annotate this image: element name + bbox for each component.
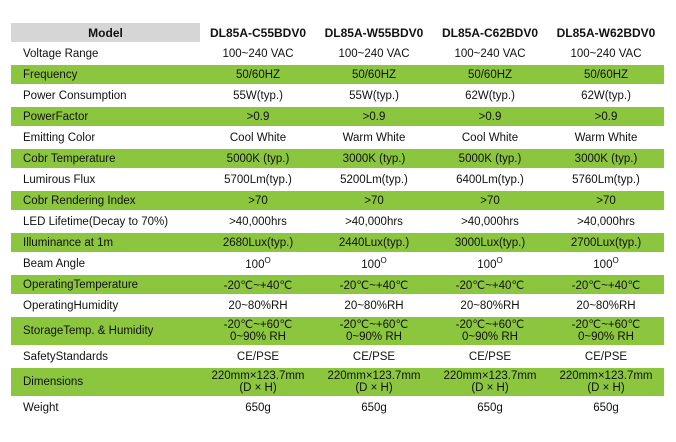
spec-value-text: 50/60HZ bbox=[583, 68, 629, 81]
degree-superscript: O bbox=[264, 256, 271, 266]
spec-row bbox=[11, 170, 664, 189]
spec-value-line2: 0~90% RH bbox=[230, 331, 286, 343]
spec-value bbox=[432, 170, 548, 189]
spec-value-text: -20℃~+60℃ bbox=[455, 319, 525, 331]
spec-value-text: Warm White bbox=[342, 131, 406, 144]
product-header: DL85A-C55BDV0 bbox=[200, 23, 316, 42]
spec-value bbox=[200, 128, 316, 147]
spec-row bbox=[11, 107, 664, 126]
spec-value-text: 20~80%RH bbox=[344, 299, 404, 312]
spec-value-text: >40,000hrs bbox=[345, 215, 403, 228]
spec-value-text: Cool White bbox=[461, 131, 519, 144]
spec-label: Weight bbox=[11, 398, 200, 417]
degree-superscript: O bbox=[612, 256, 619, 266]
spec-value bbox=[316, 296, 432, 315]
spec-value-line2: (D × H) bbox=[239, 382, 277, 394]
spec-label: Voltage Range bbox=[11, 44, 200, 63]
spec-value-text: 220mm×123.7mm bbox=[443, 370, 537, 382]
spec-value bbox=[200, 65, 316, 84]
spec-value-text: -20℃~+40℃ bbox=[339, 279, 409, 292]
spec-value-text: 50/60HZ bbox=[235, 68, 281, 81]
spec-row bbox=[11, 191, 664, 210]
spec-value bbox=[432, 86, 548, 105]
spec-value bbox=[316, 107, 432, 126]
spec-body bbox=[11, 44, 664, 417]
spec-row bbox=[11, 65, 664, 84]
spec-value bbox=[548, 368, 664, 396]
spec-value bbox=[548, 86, 664, 105]
spec-value bbox=[548, 107, 664, 126]
spec-value-text: >70 bbox=[596, 194, 616, 207]
spec-value bbox=[316, 347, 432, 366]
spec-value bbox=[548, 233, 664, 252]
spec-value-text: CE/PSE bbox=[236, 350, 280, 363]
spec-value bbox=[316, 44, 432, 63]
spec-label: SafetyStandards bbox=[11, 347, 200, 366]
spec-value-text: 55W(typ.) bbox=[349, 89, 399, 102]
spec-row bbox=[11, 212, 664, 231]
spec-value bbox=[200, 191, 316, 210]
spec-label: StorageTemp. & Humidity bbox=[11, 317, 200, 345]
spec-value-text: >40,000hrs bbox=[229, 215, 287, 228]
spec-value-text: 100 bbox=[477, 258, 497, 271]
spec-value-text: 220mm×123.7mm bbox=[327, 370, 421, 382]
spec-value bbox=[548, 254, 664, 273]
spec-value-text: >70 bbox=[248, 194, 268, 207]
spec-label: Illuminance at 1m bbox=[11, 233, 200, 252]
spec-value-text: CE/PSE bbox=[352, 350, 396, 363]
spec-value bbox=[432, 347, 548, 366]
spec-value-text: 62W(typ.) bbox=[465, 89, 515, 102]
spec-value bbox=[432, 191, 548, 210]
spec-value-text: 100~240 VAC bbox=[338, 47, 410, 60]
spec-label: Frequency bbox=[11, 65, 200, 84]
spec-value-text: 50/60HZ bbox=[467, 68, 513, 81]
spec-value-text: 55W(typ.) bbox=[233, 89, 283, 102]
spec-label: Lumirous Flux bbox=[11, 170, 200, 189]
spec-value-text: >0.9 bbox=[246, 110, 270, 123]
spec-value bbox=[316, 86, 432, 105]
spec-value-text: 5000K (typ.) bbox=[226, 152, 290, 165]
spec-value bbox=[316, 254, 432, 273]
spec-value-text: 650g bbox=[245, 401, 271, 414]
spec-value bbox=[432, 296, 548, 315]
spec-value bbox=[200, 170, 316, 189]
spec-value-text: 100~240 VAC bbox=[222, 47, 294, 60]
spec-value-text: >40,000hrs bbox=[461, 215, 519, 228]
spec-value-text: 20~80%RH bbox=[460, 299, 520, 312]
spec-value bbox=[432, 317, 548, 345]
spec-value-text: 220mm×123.7mm bbox=[211, 370, 305, 382]
spec-value bbox=[316, 368, 432, 396]
spec-row bbox=[11, 254, 664, 273]
spec-value-text: 50/60HZ bbox=[351, 68, 397, 81]
spec-value bbox=[432, 149, 548, 168]
spec-value-text: 100 bbox=[245, 258, 265, 271]
spec-value bbox=[548, 65, 664, 84]
spec-value bbox=[316, 170, 432, 189]
spec-row bbox=[11, 128, 664, 147]
spec-value bbox=[200, 275, 316, 294]
spec-label: OperatingHumidity bbox=[11, 296, 200, 315]
product-header: DL85A-W55BDV0 bbox=[316, 23, 432, 42]
spec-value-text: Warm White bbox=[574, 131, 638, 144]
spec-label: OperatingTemperature bbox=[11, 275, 200, 294]
spec-value-text: 220mm×123.7mm bbox=[559, 370, 653, 382]
spec-row bbox=[11, 44, 664, 63]
spec-value bbox=[548, 398, 664, 417]
spec-label: LED Lifetime(Decay to 70%) bbox=[11, 212, 200, 231]
spec-value-text: 62W(typ.) bbox=[581, 89, 631, 102]
spec-value bbox=[432, 65, 548, 84]
spec-value bbox=[316, 191, 432, 210]
spec-value-text: 2700Lux(typ.) bbox=[570, 236, 642, 249]
spec-value bbox=[200, 44, 316, 63]
spec-row bbox=[11, 368, 664, 396]
spec-value-text: 650g bbox=[593, 401, 619, 414]
spec-value-text: CE/PSE bbox=[584, 350, 628, 363]
spec-value-text: 3000K (typ.) bbox=[574, 152, 638, 165]
spec-value bbox=[316, 233, 432, 252]
spec-label: PowerFactor bbox=[11, 107, 200, 126]
spec-value-text: -20℃~+40℃ bbox=[455, 279, 525, 292]
spec-value bbox=[316, 149, 432, 168]
spec-value bbox=[200, 233, 316, 252]
spec-value bbox=[200, 368, 316, 396]
spec-row bbox=[11, 86, 664, 105]
spec-row bbox=[11, 149, 664, 168]
spec-value-text: >0.9 bbox=[594, 110, 618, 123]
spec-value-text: 3000Lux(typ.) bbox=[454, 236, 526, 249]
spec-value bbox=[548, 44, 664, 63]
spec-value bbox=[200, 317, 316, 345]
spec-value-text: 5200Lm(typ.) bbox=[340, 173, 408, 186]
degree-superscript: O bbox=[380, 256, 387, 266]
spec-value bbox=[548, 191, 664, 210]
spec-value-text: -20℃~+40℃ bbox=[223, 279, 293, 292]
spec-value bbox=[316, 317, 432, 345]
spec-value-text: 100 bbox=[361, 258, 381, 271]
spec-value-text: 2440Lux(typ.) bbox=[338, 236, 410, 249]
spec-value bbox=[200, 212, 316, 231]
spec-value bbox=[548, 170, 664, 189]
spec-value bbox=[316, 128, 432, 147]
spec-value bbox=[316, 275, 432, 294]
spec-value bbox=[200, 398, 316, 417]
spec-value-text: 650g bbox=[477, 401, 503, 414]
spec-row bbox=[11, 317, 664, 345]
spec-value-text: >0.9 bbox=[478, 110, 502, 123]
spec-value bbox=[200, 149, 316, 168]
spec-value-text: >70 bbox=[364, 194, 384, 207]
spec-value-text: 5700Lm(typ.) bbox=[224, 173, 292, 186]
spec-value bbox=[432, 254, 548, 273]
spec-value-text: 2680Lux(typ.) bbox=[222, 236, 294, 249]
spec-value-line2: 0~90% RH bbox=[346, 331, 402, 343]
spec-value-text: 20~80%RH bbox=[576, 299, 636, 312]
spec-value-text: 100 bbox=[593, 258, 613, 271]
spec-label: Dimensions bbox=[11, 368, 200, 396]
spec-value bbox=[432, 398, 548, 417]
spec-value bbox=[548, 128, 664, 147]
spec-value bbox=[316, 398, 432, 417]
spec-value bbox=[432, 368, 548, 396]
spec-value bbox=[548, 275, 664, 294]
spec-value-text: 100~240 VAC bbox=[570, 47, 642, 60]
header-row bbox=[11, 23, 664, 42]
spec-value-line2: (D × H) bbox=[587, 382, 625, 394]
spec-value bbox=[432, 275, 548, 294]
spec-value bbox=[548, 347, 664, 366]
model-header: Model bbox=[11, 23, 200, 42]
spec-value bbox=[548, 296, 664, 315]
spec-value-text: 5760Lm(typ.) bbox=[572, 173, 640, 186]
spec-value bbox=[200, 254, 316, 273]
spec-row bbox=[11, 398, 664, 417]
spec-value-text: -20℃~+40℃ bbox=[571, 279, 641, 292]
spec-value bbox=[548, 317, 664, 345]
spec-value-text: CE/PSE bbox=[468, 350, 512, 363]
spec-value-text: >40,000hrs bbox=[577, 215, 635, 228]
spec-value bbox=[548, 149, 664, 168]
degree-superscript: O bbox=[496, 256, 503, 266]
spec-value-text: Cool White bbox=[229, 131, 287, 144]
spec-row bbox=[11, 275, 664, 294]
spec-value bbox=[200, 296, 316, 315]
spec-label: Cobr Rendering Index bbox=[11, 191, 200, 210]
spec-row bbox=[11, 296, 664, 315]
spec-value bbox=[200, 347, 316, 366]
spec-table bbox=[11, 21, 664, 419]
spec-row bbox=[11, 347, 664, 366]
spec-value-line2: (D × H) bbox=[471, 382, 509, 394]
spec-value bbox=[200, 107, 316, 126]
spec-value-text: 3000K (typ.) bbox=[342, 152, 406, 165]
spec-value-text: >0.9 bbox=[362, 110, 386, 123]
spec-value-text: -20℃~+60℃ bbox=[571, 319, 641, 331]
product-header: DL85A-C62BDV0 bbox=[432, 23, 548, 42]
spec-value bbox=[432, 212, 548, 231]
spec-value-text: 100~240 VAC bbox=[454, 47, 526, 60]
spec-value-text: >70 bbox=[480, 194, 500, 207]
spec-label: Power Consumption bbox=[11, 86, 200, 105]
spec-value-line2: 0~90% RH bbox=[462, 331, 518, 343]
spec-value-text: 5000K (typ.) bbox=[458, 152, 522, 165]
spec-value bbox=[316, 212, 432, 231]
spec-value bbox=[432, 233, 548, 252]
product-header: DL85A-W62BDV0 bbox=[548, 23, 664, 42]
spec-value bbox=[432, 107, 548, 126]
spec-label: Emitting Color bbox=[11, 128, 200, 147]
spec-value bbox=[432, 128, 548, 147]
spec-value-text: -20℃~+60℃ bbox=[339, 319, 409, 331]
spec-label: Cobr Temperature bbox=[11, 149, 200, 168]
spec-value-line2: (D × H) bbox=[355, 382, 393, 394]
spec-value-text: 6400Lm(typ.) bbox=[456, 173, 524, 186]
spec-label: Beam Angle bbox=[11, 254, 200, 273]
spec-value bbox=[548, 212, 664, 231]
spec-value-line2: 0~90% RH bbox=[578, 331, 634, 343]
spec-value bbox=[432, 44, 548, 63]
spec-value bbox=[200, 86, 316, 105]
spec-row bbox=[11, 233, 664, 252]
spec-value bbox=[316, 65, 432, 84]
spec-value-text: -20℃~+60℃ bbox=[223, 319, 293, 331]
spec-value-text: 650g bbox=[361, 401, 387, 414]
spec-value-text: 20~80%RH bbox=[228, 299, 288, 312]
